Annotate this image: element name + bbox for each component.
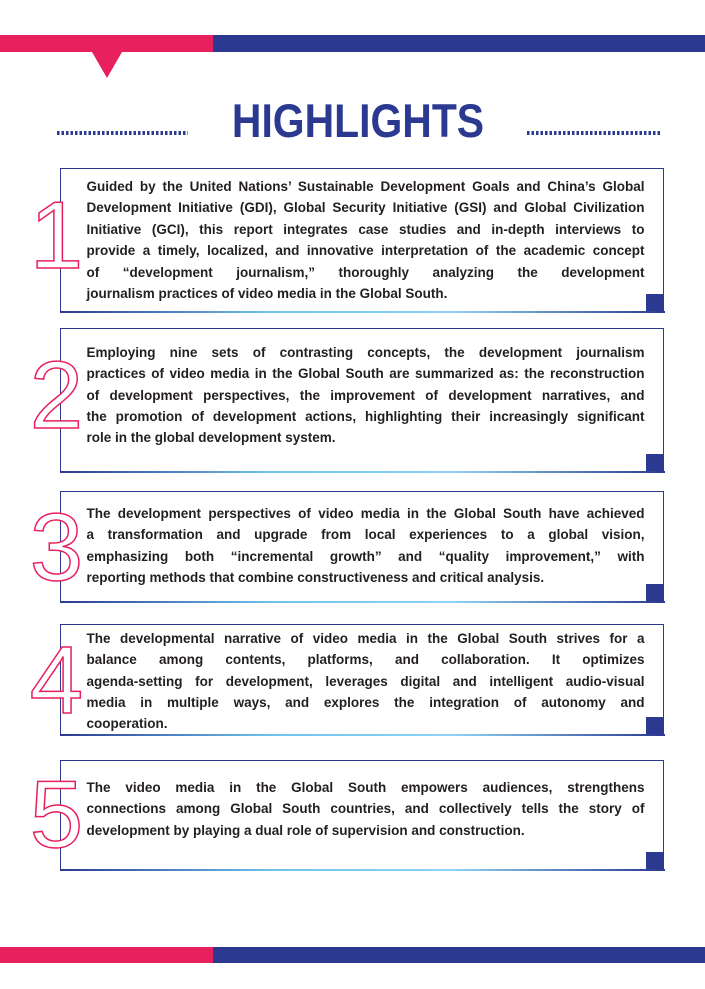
highlight-line: balance among contents, platforms, and collaboration. It optimizes	[86, 652, 645, 668]
corner-square	[646, 454, 663, 471]
corner-square	[646, 584, 663, 601]
bottom-bar-pink	[0, 947, 213, 963]
highlight-box-3	[29, 491, 664, 603]
highlight-line: role in the global development system.	[86, 430, 336, 446]
highlight-line: Development Initiative (GDI), Global Security Initiative (GSI) and Global Civilization	[86, 200, 645, 216]
top-bar-pink	[0, 35, 213, 52]
highlight-text	[87, 503, 645, 589]
title-dots-right	[527, 131, 661, 135]
highlight-line: The development perspectives of video media in the Global South have achieved	[86, 505, 645, 521]
corner-square	[646, 717, 663, 734]
highlight-box-5	[29, 760, 664, 871]
highlight-line: provide a timely, localized, and innovative interpretation of the academic concept	[86, 243, 645, 259]
highlight-line: connections among Global South countries, and collectively tells the story of	[86, 801, 645, 817]
corner-square	[646, 294, 663, 311]
highlight-line: Employing nine sets of contrasting concepts, the development journalism	[86, 344, 645, 360]
highlight-line: Initiative (GCI), this report integrates case studies and in-depth interviews to	[86, 221, 645, 237]
page-title: HIGHLIGHTS	[231, 94, 485, 147]
highlight-line: of “development journalism,” thoroughly analyzing the development	[86, 264, 645, 280]
corner-square	[646, 852, 663, 869]
highlight-text	[87, 628, 645, 735]
highlight-line: emphasizing both “incremental growth” and “quality improvement,” with	[86, 548, 645, 564]
highlight-line: a transformation and upgrade from local experiences to a global vision,	[86, 527, 645, 543]
highlight-line: of development perspectives, the improvement of development narratives, and	[86, 387, 645, 403]
highlight-line: the promotion of development actions, highlighting their increasingly significant	[86, 409, 645, 425]
highlight-line: reporting methods that combine constructiveness and critical analysis.	[86, 570, 545, 586]
highlight-line: practices of video media in the Global South are summarized as: the reconstruction	[86, 366, 645, 382]
top-bar-navy	[213, 35, 705, 52]
highlight-text	[87, 777, 645, 841]
highlight-box-4	[29, 624, 664, 736]
highlight-line: The video media in the Global South empowers audiences, strengthens	[86, 779, 645, 795]
highlight-number: 4	[29, 626, 84, 734]
highlight-text	[87, 342, 645, 449]
highlight-line: Guided by the United Nations’ Sustainable Development Goals and China’s Global	[86, 179, 645, 194]
highlight-line: media in multiple ways, and explores the integration of autonomy and	[86, 695, 645, 711]
highlight-number: 3	[29, 493, 84, 601]
highlight-line: agenda-setting for development, leverages digital and intelligent audio-visual	[86, 673, 645, 689]
highlight-box-2	[29, 328, 664, 473]
highlight-line: The developmental narrative of video media in the Global South strives for a	[86, 630, 645, 646]
pink-pointer-triangle	[92, 52, 122, 78]
highlight-line: journalism practices of video media in the Global South.	[86, 286, 448, 302]
highlight-number: 1	[29, 181, 84, 289]
highlight-number: 5	[29, 760, 84, 868]
highlight-number: 2	[29, 341, 84, 449]
highlight-line: cooperation.	[86, 716, 168, 732]
highlight-line: development by playing a dual role of supervision and construction.	[86, 822, 525, 838]
title-dots-left	[57, 131, 188, 135]
bottom-bar-navy	[213, 947, 705, 963]
highlight-text	[87, 176, 645, 304]
highlight-box-1	[29, 168, 664, 313]
